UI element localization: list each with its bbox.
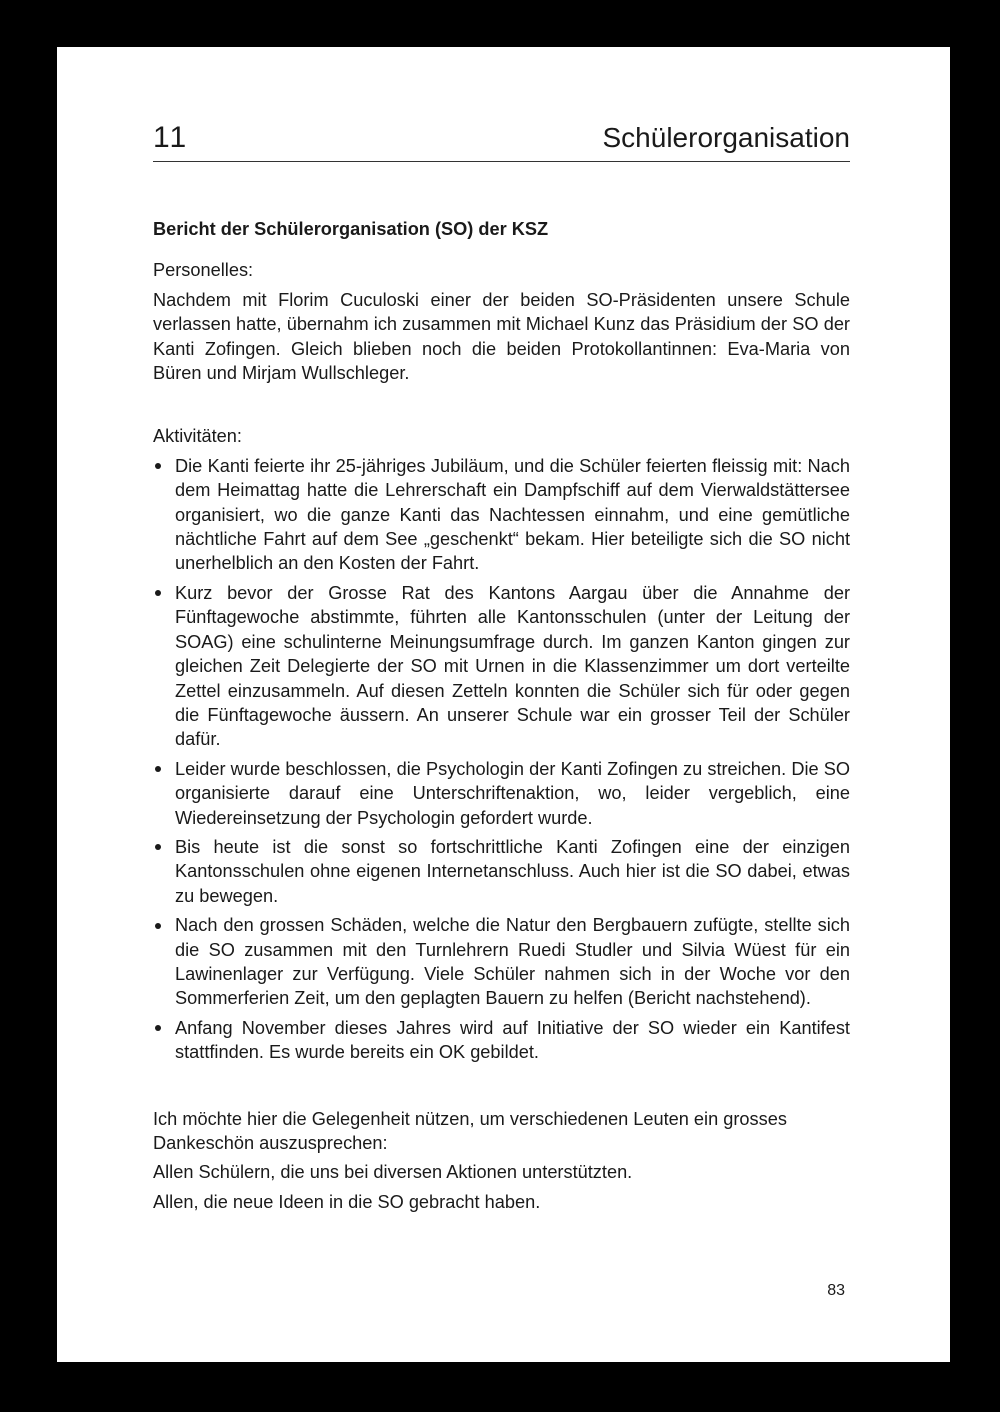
report-title: Bericht der Schülerorganisation (SO) der KSZ [153,219,549,239]
chapter-header [153,119,850,162]
thanks-intro: Ich möchte hier die Gelegenheit nützen, um verschiedenen Leuten ein grosses Dankeschön auszusprechen: [153,1108,787,1153]
list-item: Die Kanti feierte ihr 25-jähriges Jubiläum, und die Schüler feierten fleissig mit: Nach dem Heimattag hatte die Lehrerschaft ein Dampfschiff auf dem Vierwaldstättersee organisiert, wo die ganze Kanti das Nachtessen einnahm, und eine gemütliche nächtliche Fahrt auf dem See „geschenkt“ bekam. Hier beteiligte sich die SO nicht unerhelblich an den Kosten der Fahrt. [153,454,850,576]
personnel-paragraph: Nachdem mit Florim Cuculoski einer der beiden SO-Präsidenten unsere Schule verlassen hatte, übernahm ich zusammen mit Michael Kunz das Präsidium der SO der Kanti Zofingen. Gleich blieben noch die beiden Protokollantinnen: Eva-Maria von Büren und Mirjam Wullschleger. [153,289,850,384]
chapter-title: Schülerorganisation [602,122,850,153]
document-page [57,47,950,1362]
page-number: 83 [827,1282,845,1299]
list-item: Bis heute ist die sonst so fortschrittliche Kanti Zofingen eine der einzigen Kantonsschulen ohne eigenen Internetanschluss. Auch hier ist die SO dabei, etwas zu bewegen. [153,835,850,908]
activities-list [153,454,850,1065]
list-item: Anfang November dieses Jahres wird auf Initiative der SO wieder ein Kantifest stattfinden. Es wurde bereits ein OK gebildet. [153,1016,850,1065]
activities-label: Aktivitäten: [153,426,242,447]
thanks-line: Allen Schülern, die uns bei diversen Aktionen unterstützten. [153,1162,633,1183]
report-body [153,217,850,1219]
chapter-number: 11 [153,121,189,154]
list-item: Leider wurde beschlossen, die Psychologin der Kanti Zofingen zu streichen. Die SO organisierte darauf eine Unterschriftenaktion, wo, leider vergeblich, eine Wiedereinsetzung der Psychologin gefordert wurde. [153,757,850,830]
thanks-line: Allen, die neue Ideen in die SO gebracht haben. [153,1191,541,1212]
list-item: Nach den grossen Schäden, welche die Natur den Bergbauern zufügte, stellte sich die SO zusammen mit den Turnlehrern Ruedi Studler und Silvia Wüest für ein Lawinenlager zur Verfügung. Viele Schüler nahmen sich in der Woche vor den Sommerferien Zeit, um den geplagten Bauern zu helfen (Bericht nachstehend). [153,913,850,1011]
personnel-label: Personelles: [153,260,254,281]
list-item: Kurz bevor der Grosse Rat des Kantons Aargau über die Annahme der Fünftagewoche abstimmte, führten alle Kantonsschulen (unter der Leitung der SOAG) eine schulinterne Meinungsumfrage durch. Im ganzen Kanton gingen zur gleichen Zeit Delegierte der SO mit Urnen in die Klassenzimmer um dort verteilte Zettel einzusammeln. Auf diesen Zetteln konnten die Schüler sich für oder gegen die Fünftagewoche äussern. An unserer Schule war ein grosser Teil der Schüler dafür. [153,581,850,752]
